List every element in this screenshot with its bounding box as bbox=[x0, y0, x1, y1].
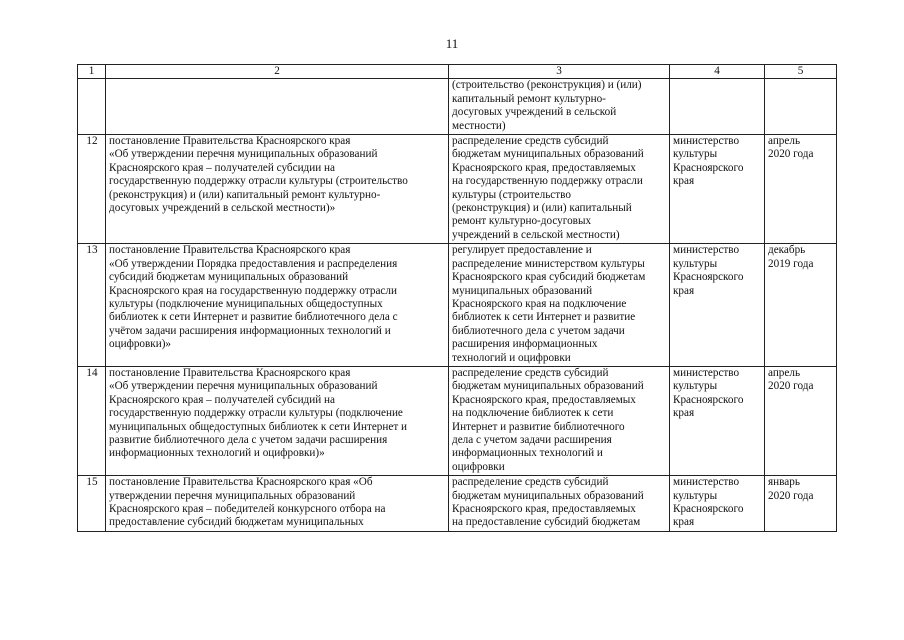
row-document: постановление Правительства Красноярского края «Об утверждении Порядка предоставления и распределения субсидий бюджетам муниципальных образований Красноярского края на государственную поддержку отрасли культуры (подключение муниципальных общедоступных библиотек к сети Интернет и развитие библиотечного дела с учётом задачи расширения информационных технологий и оцифровки)» bbox=[106, 244, 449, 367]
row-executor bbox=[670, 79, 765, 135]
column-header: 1 bbox=[78, 65, 106, 79]
row-number: 12 bbox=[78, 135, 106, 244]
table-row bbox=[78, 135, 837, 244]
table-row bbox=[78, 476, 837, 532]
row-number: 15 bbox=[78, 476, 106, 532]
row-document bbox=[106, 79, 449, 135]
row-number: 13 bbox=[78, 244, 106, 367]
row-deadline: апрель 2020 года bbox=[765, 366, 837, 475]
column-header: 5 bbox=[765, 65, 837, 79]
table-row bbox=[78, 79, 837, 135]
row-number: 14 bbox=[78, 366, 106, 475]
row-description: распределение средств субсидий бюджетам муниципальных образований Красноярского края, предоставляемых на предоставление субсидий бюджетам bbox=[449, 476, 670, 532]
column-header: 2 bbox=[106, 65, 449, 79]
table-row bbox=[78, 366, 837, 475]
plan-table bbox=[77, 64, 837, 532]
row-document: постановление Правительства Красноярского края «Об утверждении перечня муниципальных образований Красноярского края – победителей конкурсного отбора на предоставление субсидий бюджетам муниципальных bbox=[106, 476, 449, 532]
row-number bbox=[78, 79, 106, 135]
row-executor: министерство культуры Красноярского края bbox=[670, 366, 765, 475]
row-description: регулирует предоставление и распределение министерством культуры Красноярского края субсидий бюджетам муниципальных образований Красноярского края на подключение библиотек к сети Интернет и развитие библиотечного дела с учетом задачи расширения информационных технологий и оцифровки bbox=[449, 244, 670, 367]
table-header-row bbox=[78, 65, 837, 79]
row-deadline: январь 2020 года bbox=[765, 476, 837, 532]
row-deadline: декабрь 2019 года bbox=[765, 244, 837, 367]
row-deadline bbox=[765, 79, 837, 135]
row-description: распределение средств субсидий бюджетам муниципальных образований Красноярского края, предоставляемых на государственную поддержку отрасли культуры (строительство (реконструкция) и (или) капитальный ремонт культурно-досуговых учреждений в сельской местности) bbox=[449, 135, 670, 244]
row-description: (строительство (реконструкция) и (или) капитальный ремонт культурно- досуговых учреждений в сельской местности) bbox=[449, 79, 670, 135]
table-row bbox=[78, 244, 837, 367]
row-document: постановление Правительства Красноярского края «Об утверждении перечня муниципальных образований Красноярского края – получателей субсидий на государственную поддержку отрасли культуры (подключение муниципальных общедоступных библиотек к сети Интернет и развитие библиотечного дела с учетом задачи расширения информационных технологий и оцифровки)» bbox=[106, 366, 449, 475]
row-executor: министерство культуры Красноярского края bbox=[670, 244, 765, 367]
page-number: 11 bbox=[445, 36, 459, 51]
column-header: 3 bbox=[449, 65, 670, 79]
row-executor: министерство культуры Красноярского края bbox=[670, 476, 765, 532]
row-description: распределение средств субсидий бюджетам муниципальных образований Красноярского края, предоставляемых на подключение библиотек к сети Интернет и развитие библиотечного дела с учетом задачи расширения информационных технологий и оцифровки bbox=[449, 366, 670, 475]
column-header: 4 bbox=[670, 65, 765, 79]
row-deadline: апрель 2020 года bbox=[765, 135, 837, 244]
row-document: постановление Правительства Красноярского края «Об утверждении перечня муниципальных образований Красноярского края – получателей субсидии на государственную поддержку отрасли культуры (строительство (реконструкция) и (или) капитальный ремонт культурно- досуговых учреждений в сельской местности)» bbox=[106, 135, 449, 244]
row-executor: министерство культуры Красноярского края bbox=[670, 135, 765, 244]
